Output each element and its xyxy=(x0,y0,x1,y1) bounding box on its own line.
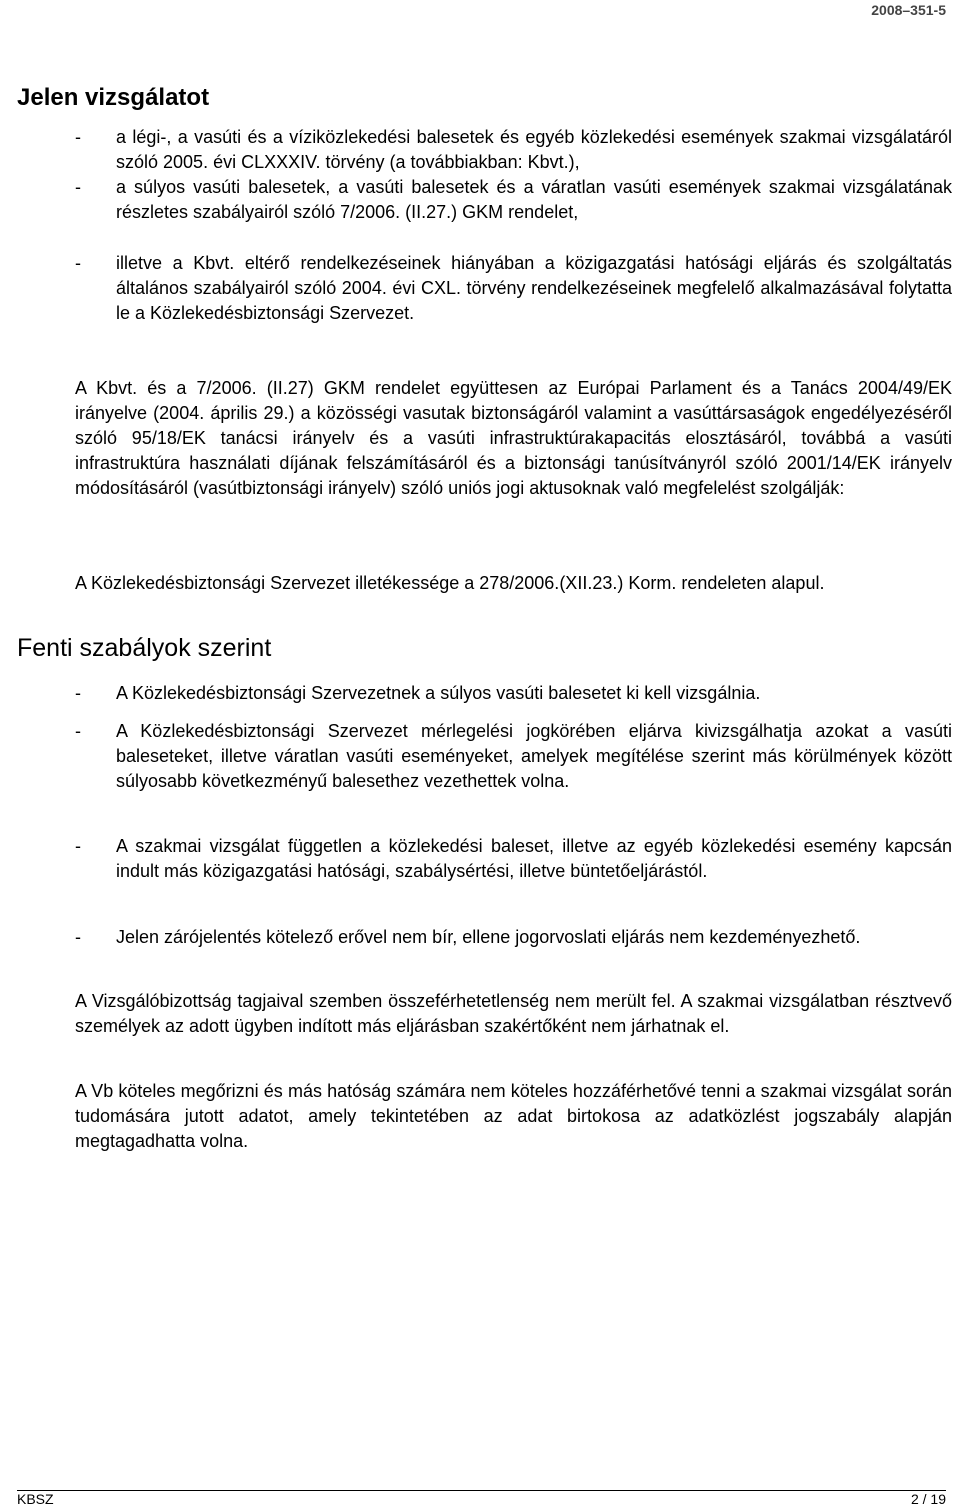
list-dash: - xyxy=(75,177,81,197)
list-item xyxy=(75,719,952,794)
list-item xyxy=(75,251,952,326)
footer-organization: KBSZ xyxy=(17,1491,54,1507)
list-item-text: A Közlekedésbiztonsági Szervezetnek a súlyos vasúti balesetet ki kell vizsgálnia. xyxy=(116,683,761,703)
list-dash: - xyxy=(75,253,81,273)
section-heading-fenti-szabalyok: Fenti szabályok szerint xyxy=(17,634,272,662)
list-item xyxy=(75,175,952,225)
footer-divider xyxy=(17,1490,946,1491)
list-item-text: A Közlekedésbiztonsági Szervezet mérlegelési jogkörében eljárva kivizsgálhatja azokat a vasúti baleseteket, illetve váratlan vasúti eseményeket, amelyek megítélése szerint más körülmények között súlyosabb következményű balesethez vezethettek volna. xyxy=(116,721,952,791)
rules-item-2 xyxy=(75,719,952,794)
list-dash: - xyxy=(75,683,81,703)
list-item xyxy=(75,681,952,706)
list-item-text: a súlyos vasúti balesetek, a vasúti balesetek és a váratlan vasúti események szakmai vizsgálatának részletes szabályairól szóló 7/2006. (II.27.) GKM rendelet, xyxy=(116,177,952,222)
list-item xyxy=(75,125,952,175)
paragraph-competence: A Közlekedésbiztonsági Szervezet illetékessége a 278/2006.(XII.23.) Korm. rendeleten alapul. xyxy=(75,573,825,593)
list-item-text: Jelen zárójelentés kötelező erővel nem bír, ellene jogorvoslati eljárás nem kezdeményezhető. xyxy=(116,927,861,947)
legal-basis-list-continued xyxy=(75,251,952,326)
rules-item-4 xyxy=(75,925,952,950)
list-item-text: illetve a Kbvt. eltérő rendelkezéseinek hiányában a közigazgatási hatósági eljárás és szolgáltatás általános szabályairól szóló 2004. évi CXL. törvény rendelkezéseinek megfelelő alkalmazásával folytatta le a Közlekedésbiztonsági Szervezet. xyxy=(116,253,952,323)
list-dash: - xyxy=(75,836,81,856)
rules-item-1 xyxy=(75,681,952,706)
paragraph-eu-directives: A Kbvt. és a 7/2006. (II.27) GKM rendelet együttesen az Európai Parlament és a Tanács 2004/49/EK irányelve (2004. április 29.) a közösségi vasutak biztonságáról valamint a vasúttársaságok engedélyezéséről szóló 95/18/EK tanácsi irányelv és a vasúti infrastruktúrakapacitás elosztásáról, továbbá a vasúti infrastruktúra használati díjának felszámításáról és a biztonsági tanúsítványról szóló 2001/14/EK irányelv módosításáról (vasútbiztonsági irányelv) szóló uniós jogi aktusoknak való megfelelést szolgálják: xyxy=(75,378,952,498)
rules-item-3 xyxy=(75,834,952,884)
list-dash: - xyxy=(75,927,81,947)
footer-page-number: 2 / 19 xyxy=(910,1491,946,1507)
page-reference: 2008–351-5 xyxy=(871,2,946,18)
list-item-text: a légi-, a vasúti és a víziközlekedési balesetek és egyéb közlekedési események szakmai vizsgálatáról szóló 2005. évi CLXXXIV. törvény (a továbbiakban: Kbvt.), xyxy=(116,127,952,172)
section-heading-jelen-vizsgalatot: Jelen vizsgálatot xyxy=(17,84,210,111)
list-dash: - xyxy=(75,127,81,147)
legal-basis-list xyxy=(75,125,952,225)
paragraph-conflict-of-interest: A Vizsgálóbizottság tagjaival szemben összeférhetetlenség nem merült fel. A szakmai vizsgálatban résztvevő személyek az adott ügyben indított más eljárásban szakértőként nem járhatnak el. xyxy=(75,991,952,1036)
paragraph-confidentiality: A Vb köteles megőrizni és más hatóság számára nem köteles hozzáférhetővé tenni a szakmai vizsgálat során tudomására jutott adatot, amely tekintetében az adat birtokosa az adatközlést jogszabály alapján megtagadhatta volna. xyxy=(75,1081,952,1151)
list-dash: - xyxy=(75,721,81,741)
list-item xyxy=(75,925,952,950)
list-item xyxy=(75,834,952,884)
list-item-text: A szakmai vizsgálat független a közlekedési baleset, illetve az egyéb közlekedési esemény kapcsán indult más közigazgatási hatósági, szabálysértési, illetve büntetőeljárástól. xyxy=(116,836,952,881)
